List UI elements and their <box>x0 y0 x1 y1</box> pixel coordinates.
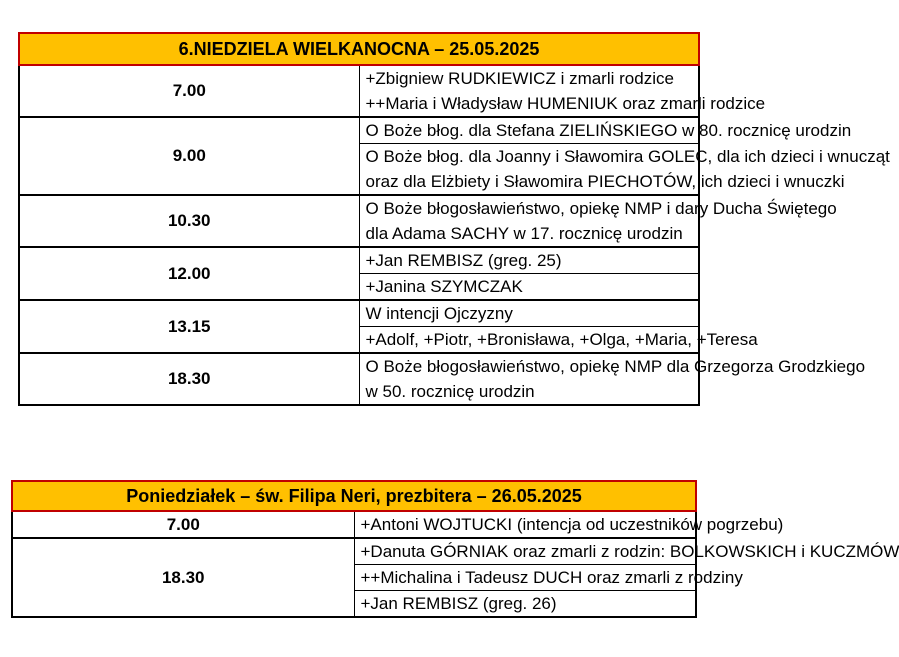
mass-time: 13.15 <box>19 300 359 353</box>
intention-text: +Danuta GÓRNIAK oraz zmarli z rodzin: BOLKOWSKICH i KUCZMÓW <box>360 542 899 561</box>
intention-text: w 50. rocznicę urodzin <box>365 382 535 401</box>
intention-text: O Boże błogosławieństwo, opiekę NMP dla Grzegorza Grodzkiego <box>365 357 866 376</box>
mass-time: 18.30 <box>12 538 354 617</box>
mass-time: 10.30 <box>19 195 359 247</box>
intention-cell <box>359 247 699 274</box>
mass-time: 9.00 <box>19 117 359 195</box>
intention-text: dla Adama SACHY w 17. rocznicę urodzin <box>365 224 683 243</box>
intention-cell <box>354 511 784 538</box>
mass-row-1315 <box>19 300 699 327</box>
intention-text: +Zbigniew RUDKIEWICZ i zmarli rodzice <box>365 69 674 88</box>
intention-text: +Jan REMBISZ (greg. 25) <box>365 251 562 270</box>
monday-title: Poniedziałek – św. Filipa Neri, prezbitera – 26.05.2025 <box>12 481 696 511</box>
intention-text: oraz dla Elżbiety i Sławomira PIECHOTÓW, ich dzieci i wnuczki <box>365 172 845 191</box>
mass-row-1030 <box>19 195 699 247</box>
mass-time: 7.00 <box>12 511 354 538</box>
intention-cell <box>354 565 743 591</box>
intention-text: +Adolf, +Piotr, +Bronisława, +Olga, +Maria, +Teresa <box>365 330 758 349</box>
monday-mass-table <box>11 480 899 618</box>
intention-cell <box>359 65 766 117</box>
intention-text: O Boże błog. dla Joanny i Sławomira GOLEC, dla ich dzieci i wnucząt <box>365 147 890 166</box>
intention-cell <box>359 195 837 247</box>
mass-row-700 <box>12 511 696 538</box>
sunday-mass-table <box>18 32 890 406</box>
intention-text: +Antoni WOJTUCKI (intencja od uczestników pogrzebu) <box>360 515 784 534</box>
intention-text: O Boże błogosławieństwo, opiekę NMP i dary Ducha Świętego <box>365 199 837 218</box>
mass-time: 7.00 <box>19 65 359 117</box>
intention-cell <box>354 591 696 618</box>
mass-row-900 <box>19 117 699 144</box>
mass-row-1830 <box>12 538 696 565</box>
mass-row-700 <box>19 65 699 117</box>
mass-row-1200 <box>19 247 699 274</box>
intention-cell <box>359 353 866 405</box>
intention-cell <box>359 117 852 144</box>
intention-cell <box>359 327 758 354</box>
intention-text: ++Michalina i Tadeusz DUCH oraz zmarli z rodziny <box>360 568 743 587</box>
sunday-title: 6.NIEDZIELA WIELKANOCNA – 25.05.2025 <box>19 33 699 65</box>
intention-cell <box>359 144 890 196</box>
intention-text: ++Maria i Władysław HUMENIUK oraz zmarli rodzice <box>365 94 766 113</box>
mass-time: 12.00 <box>19 247 359 300</box>
intention-text: W intencji Ojczyzny <box>365 304 513 323</box>
intention-text: +Jan REMBISZ (greg. 26) <box>360 594 557 613</box>
intention-text: O Boże błog. dla Stefana ZIELIŃSKIEGO w 80. rocznicę urodzin <box>365 121 852 140</box>
intention-text: +Janina SZYMCZAK <box>365 277 523 296</box>
mass-time: 18.30 <box>19 353 359 405</box>
intention-cell <box>359 274 699 301</box>
intention-cell <box>359 300 699 327</box>
mass-row-1830 <box>19 353 699 405</box>
intention-cell <box>354 538 899 565</box>
